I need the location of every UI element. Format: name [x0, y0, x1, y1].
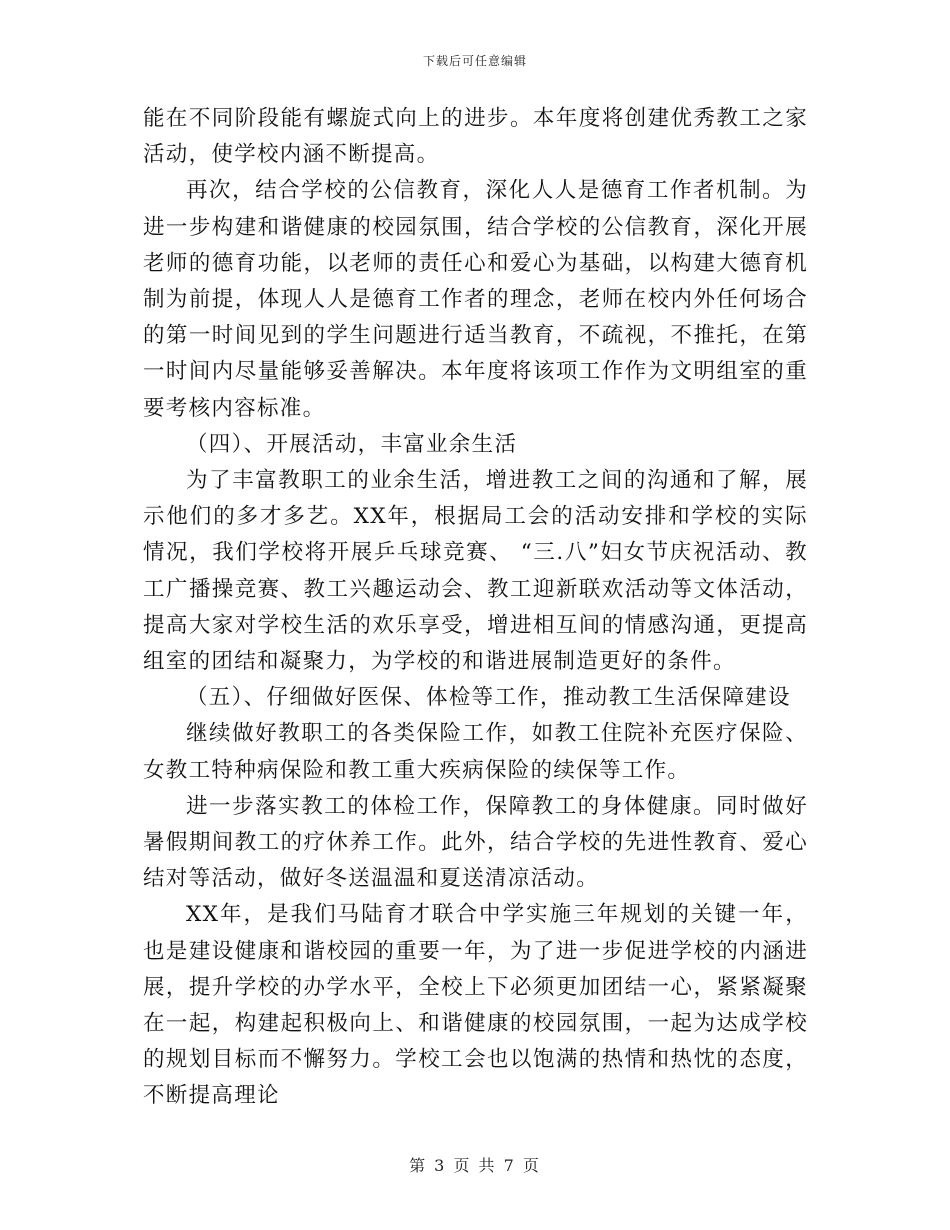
section-heading-insurance: （五）、仔细做好医保、体检等工作，推动教工生活保障建设 — [186, 685, 791, 711]
page-number: 第 3 页 共 7 页 — [409, 1156, 541, 1175]
paragraph-activities: 为了丰富教职工的业余生活，增进教工之间的沟通和了解，展示他们的多才多艺。XX年，根据局工会的活动安排和学校的实际情况，我们学校将开展乒乓球竞赛、 “三.八”妇女节庆祝活动、教工广播操竞赛、教工兴趣运动会、教工迎新联欢活动等文体活动，提高大家对学校生活的欢乐享受，增进相互间的情感沟通，更提高组室的团结和凝聚力，为学校的和谐进展制造更好的条件。 — [143, 468, 808, 675]
page-header: 下载后可任意编辑 — [422, 54, 527, 68]
paragraph-conclusion: XX年，是我们马陆育才联合中学实施三年规划的关键一年，也是建设健康和谐校园的重要一年，为了进一步促进学校的内涵进展，提升学校的办学水平，全校上下必须更加团结一心，紧紧凝聚在一起，构建起积极向上、和谐健康的校园氛围，一起为达成学校的规划目标而不懈努力。学校工会也以饱满的热情和热忱的态度，不断提高理论 — [143, 902, 808, 1109]
paragraph-continuation: 能在不同阶段能有螺旋式向上的进步。本年度将创建优秀教工之家活动，使学校内涵不断提高。 — [143, 106, 808, 168]
document-body — [143, 101, 808, 1115]
paragraph-insurance: 继续做好教职工的各类保险工作，如教工住院补充医疗保险、女教工特种病保险和教工重大疾病保险的续保等工作。 — [143, 721, 808, 783]
section-heading-activities: （四）、开展活动，丰富业余生活 — [186, 431, 518, 457]
paragraph-moral-education: 再次，结合学校的公信教育，深化人人是德育工作者机制。为进一步构建和谐健康的校园氛围，结合学校的公信教育，深化开展老师的德育功能，以老师的责任心和爱心为基础，以构建大德育机制为前提，体现人人是德育工作者的理念，老师在校内外任何场合的第一时间见到的学生问题进行适当教育，不疏视，不推托，在第一时间内尽量能够妥善解决。本年度将该项工作作为文明组室的重要考核内容标准。 — [143, 178, 808, 421]
paragraph-health-check: 进一步落实教工的体检工作，保障教工的身体健康。同时做好暑假期间教工的疗休养工作。此外，结合学校的先进性教育、爱心结对等活动，做好冬送温温和夏送清凉活动。 — [143, 793, 808, 892]
